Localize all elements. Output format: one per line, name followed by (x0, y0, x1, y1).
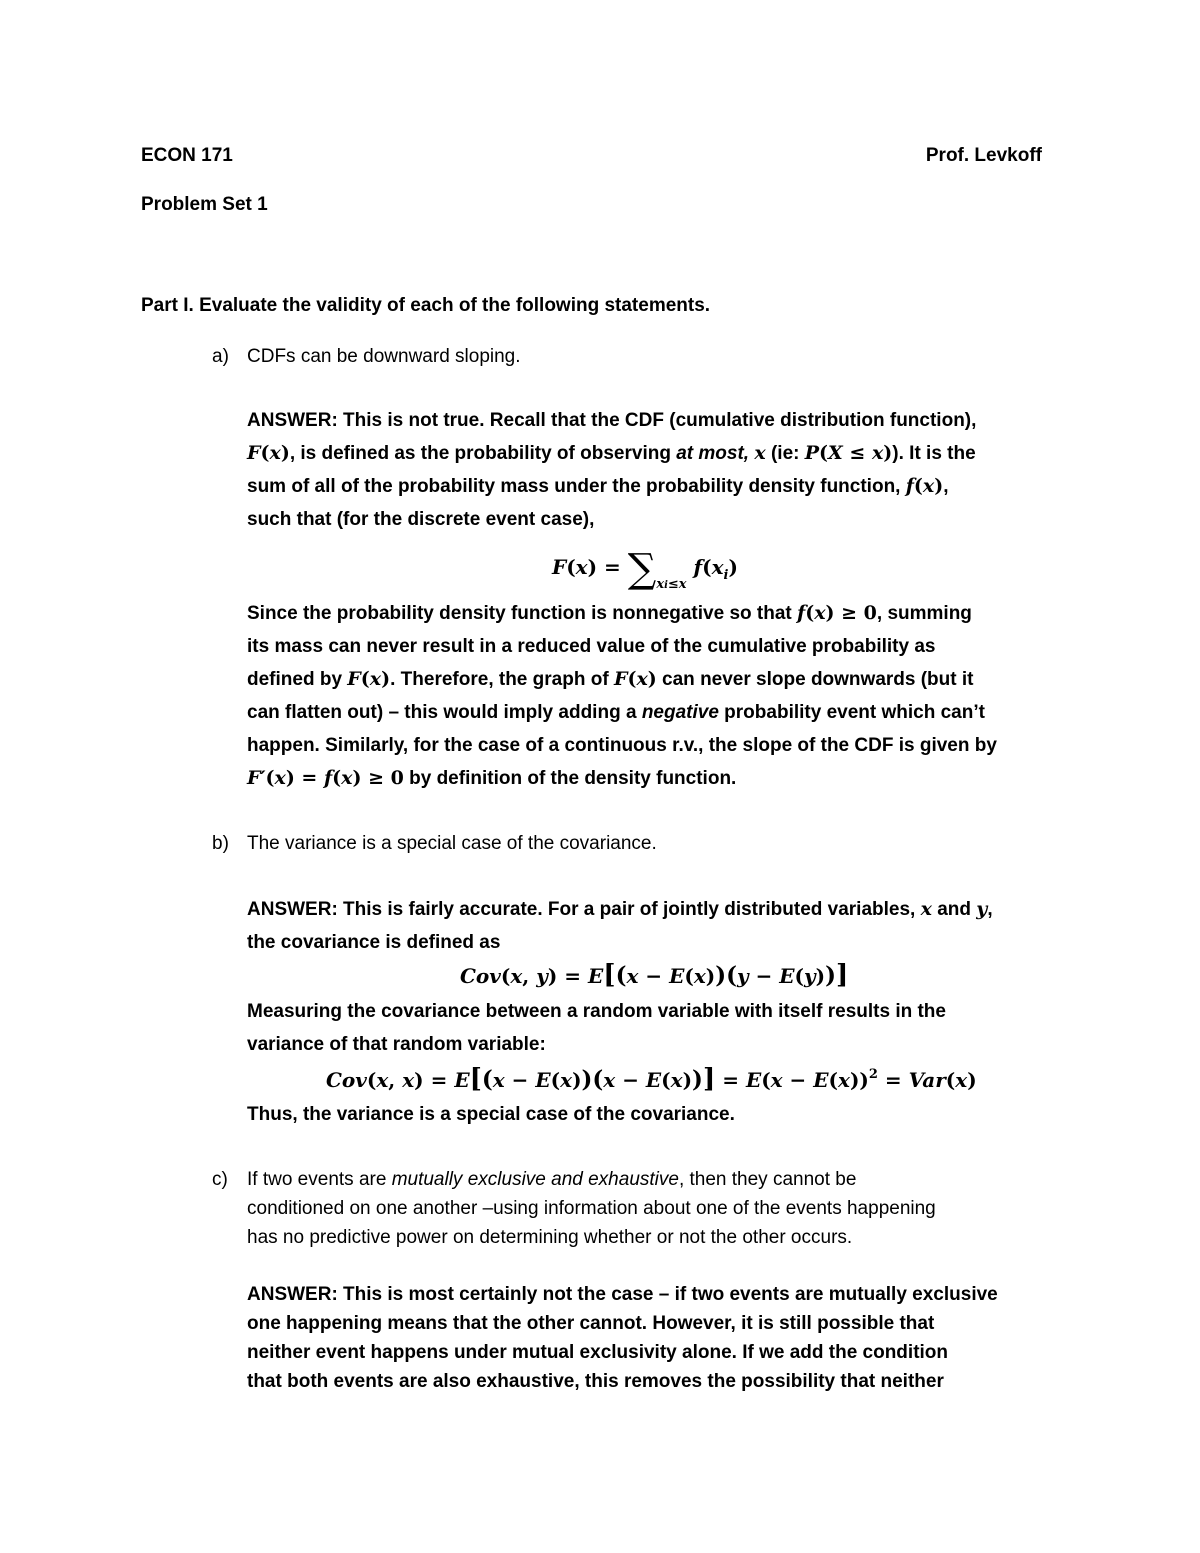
item-b-answer-line: the covariance is defined as (247, 932, 501, 953)
problem-set-title: Problem Set 1 (141, 194, 268, 215)
item-b-answer-line: variance of that random variable: (247, 1034, 546, 1055)
item-c-answer-line: that both events are also exhaustive, this removes the possibility that neither (247, 1371, 944, 1392)
variance-equation: Cov(x, $x) = E[(x - E(x))(x - E(x))] = E(x - E(x))^2 = Var(x)$ (326, 1064, 977, 1094)
item-c-answer-line: one happening means that the other cannot. However, it is still possible that (247, 1313, 935, 1334)
item-a-answer-line: defined by F(x). Therefore, the graph of F(x) can never slope downwards (but it (247, 668, 974, 690)
item-c-statement-line: has no predictive power on determining whether or not the other occurs. (247, 1227, 853, 1248)
item-c-statement-line: conditioned on one another –using information about one of the events happening (247, 1198, 936, 1219)
item-b-marker: b) (212, 833, 229, 854)
item-a-statement: CDFs can be downward sloping. (247, 346, 521, 367)
item-a-answer-line: happen. Similarly, for the case of a continuous r.v., the slope of the CDF is given by (247, 735, 997, 756)
item-a-answer-line: its mass can never result in a reduced value of the cumulative probability as (247, 636, 936, 657)
part-heading: Part I. Evaluate the validity of each of the following statements. (141, 295, 711, 316)
item-a-answer-line: F(x), is defined as the probability of observing at most, x (ie: P(X ≤ x)). It is the (247, 442, 976, 464)
item-b-answer-line: Thus, the variance is a special case of the covariance. (247, 1104, 735, 1125)
item-a-answer-line: F′(x) = f(x) ≥ 0 by definition of the density function. (247, 767, 737, 789)
item-c-statement-line: If two events are mutually exclusive and exhaustive, then they cannot be (247, 1169, 857, 1190)
covariance-equation: Cov(x, y) = E[(x − E(x))(y − E(y))] (460, 960, 849, 990)
item-c-answer-line: ANSWER: This is most certainly not the case – if two events are mutually exclusive (247, 1284, 998, 1305)
professor-name: Prof. Levkoff (925, 145, 1042, 166)
item-a-answer-line: Since the probability density function is nonnegative so that f(x) ≥ 0, summing (247, 602, 972, 624)
item-b-answer-line: ANSWER: This is fairly accurate. For a pair of jointly distributed variables, x and y, (247, 898, 993, 920)
cdf-sum-equation: $F(x) = \sum_{xi\le x}$ $f(x_i)$ (552, 546, 738, 592)
course-code: ECON 171 (141, 145, 233, 166)
item-c-marker: c) (212, 1169, 228, 1190)
item-a-answer-line: such that (for the discrete event case), (247, 509, 595, 530)
item-b-statement: The variance is a special case of the covariance. (247, 833, 657, 854)
item-a-answer-line: can flatten out) – this would imply adding a negative probability event which can’t (247, 702, 985, 723)
item-b-answer-line: Measuring the covariance between a random variable with itself results in the (247, 1001, 946, 1022)
math-Fx: F (247, 442, 261, 464)
item-a-answer-line: ANSWER: This is not true. Recall that the CDF (cumulative distribution function), (247, 410, 977, 431)
item-c-answer-line: neither event happens under mutual exclusivity alone. If we add the condition (247, 1342, 949, 1363)
item-a-answer-line: sum of all of the probability mass under the probability density function, f(x), (247, 475, 949, 497)
item-a-marker: a) (212, 346, 229, 367)
